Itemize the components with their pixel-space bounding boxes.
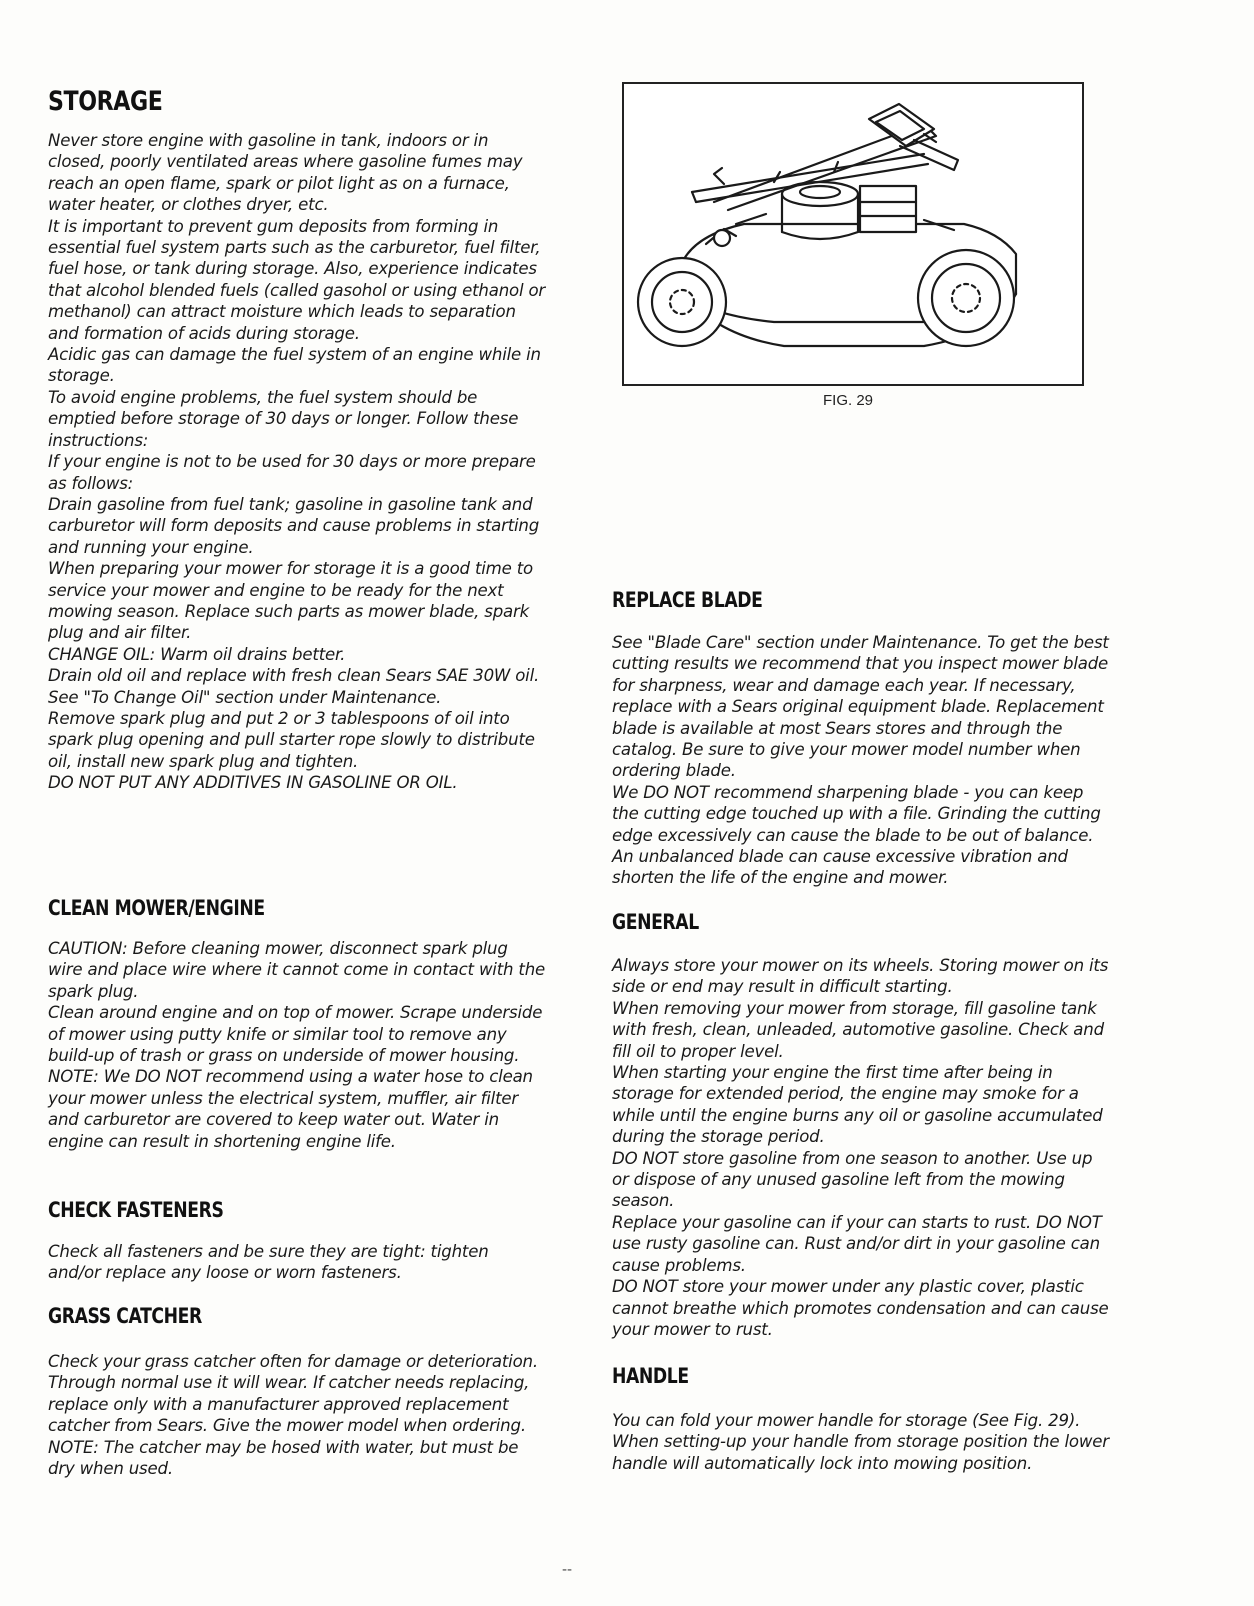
storage-heading: STORAGE [48, 86, 163, 117]
storage-p10: See "To Change Oil" section under Maintenance. [48, 687, 442, 707]
page-mark: -- [562, 1562, 573, 1578]
storage-p4: To avoid engine problems, the fuel system should be emptied before storage of 30 days or longer. Follow these instructions: [48, 387, 519, 450]
storage-p7: When preparing your mower for storage it is a good time to service your mower and engine to be ready for the next mowing season. Replace such parts as mower blade, spark plug and air filter. [48, 559, 533, 643]
mower-figure [622, 82, 1084, 386]
blade-p2: We DO NOT recommend sharpening blade - you can keep the cutting edge touched up with a file. Grinding the cutting edge excessively can cause the blade to be out of balance. An unbalanced blade can cause excessive vibration and shorten the life of the engine and mower. [612, 782, 1101, 888]
general-text [612, 955, 1110, 1340]
general-p4: DO NOT store gasoline from one season to another. Use up or dispose of any unused gasoline left from the mowing season. [612, 1148, 1093, 1211]
storage-p2: It is important to prevent gum deposits from forming in essential fuel system parts such as the carburetor, fuel filter, fuel hose, or tank during storage. Also, experience indicates that alcohol blended fuels (called gasohol or using ethanol or methanol) can attract moisture which leads to separation and formation of acids during storage. [48, 216, 546, 343]
general-heading: GENERAL [612, 910, 699, 934]
fasteners-p1: Check all fasteners and be sure they are tight: tighten and/or replace any loose or worn fasteners. [48, 1242, 489, 1283]
handle-p2: When setting-up your handle from storage position the lower handle will automatically lock into mowing position. [612, 1432, 1109, 1473]
clean-p3: NOTE: We DO NOT recommend using a water hose to clean your mower unless the electrical system, muffler, air filter and carburetor are covered to keep water out. Water in engine can result in shortening engine life. [48, 1067, 533, 1151]
figure-caption: FIG. 29 [823, 392, 874, 409]
general-p1: Always store your mower on its wheels. Storing mower on its side or end may result in difficult starting. [612, 956, 1109, 997]
storage-p6: Drain gasoline from fuel tank; gasoline in gasoline tank and carburetor will form deposits and cause problems in starting and running your engine. [48, 494, 540, 557]
blade-p1: See "Blade Care" section under Maintenance. To get the best cutting results we recommend that you inspect mower blade for sharpness, wear and damage each year. If necessary, replace with a Sears original equipment blade. Replacement blade is available at most Sears stores and through the catalog. Be sure to give your mower model number when ordering blade. [612, 633, 1109, 781]
blade-text [612, 632, 1110, 889]
storage-p1: Never store engine with gasoline in tank, indoors or in closed, poorly ventilated areas where gasoline fumes may reach an open flame, spark or pilot light as on a furnace, water heater, or clothes dryer, etc. [48, 131, 523, 215]
storage-p8: CHANGE OIL: Warm oil drains better. [48, 644, 346, 664]
folded-mower-illustration [624, 84, 1082, 384]
general-p6: DO NOT store your mower under any plastic cover, plastic cannot breathe which promotes condensation and can cause your mower to rust. [612, 1277, 1109, 1339]
clean-text [48, 938, 546, 1152]
storage-p3: Acidic gas can damage the fuel system of an engine while in storage. [48, 345, 541, 386]
blade-heading: REPLACE BLADE [612, 588, 763, 612]
catcher-text [48, 1351, 546, 1479]
clean-p2: Clean around engine and on top of mower. Scrape underside of mower using putty knife or similar tool to remove any build-up of trash or grass on underside of mower housing. [48, 1003, 543, 1066]
storage-p12: DO NOT PUT ANY ADDITIVES IN GASOLINE OR OIL. [48, 773, 458, 793]
storage-p9: Drain old oil and replace with fresh clean Sears SAE 30W oil. [48, 666, 540, 686]
storage-p11: Remove spark plug and put 2 or 3 tablespoons of oil into spark plug opening and pull starter rope slowly to distribute oil, install new spark plug and tighten. [48, 708, 535, 771]
handle-p1: You can fold your mower handle for storage (See Fig. 29). [612, 1411, 1081, 1430]
catcher-p2: NOTE: The catcher may be hosed with water, but must be dry when used. [48, 1437, 519, 1479]
general-p2: When removing your mower from storage, fill gasoline tank with fresh, clean, unleaded, automotive gasoline. Check and fill oil to proper level. [612, 998, 1104, 1061]
clean-p1: CAUTION: Before cleaning mower, disconnect spark plug wire and place wire where it cannot come in contact with the spark plug. [48, 939, 546, 1001]
fasteners-text [48, 1241, 546, 1284]
clean-heading: CLEAN MOWER/ENGINE [48, 896, 265, 920]
catcher-heading: GRASS CATCHER [48, 1304, 202, 1328]
fasteners-heading: CHECK FASTENERS [48, 1198, 224, 1222]
storage-p5: If your engine is not to be used for 30 days or more prepare as follows: [48, 452, 536, 493]
catcher-p1: Check your grass catcher often for damage or deterioration. Through normal use it will wear. If catcher needs replacing, replace only with a manufacturer approved replacement catcher from Sears. Give the mower model when ordering. [48, 1352, 538, 1436]
general-p5: Replace your gasoline can if your can starts to rust. DO NOT use rusty gasoline can. Rust and/or dirt in your gasoline can cause problems. [612, 1212, 1102, 1275]
handle-text [612, 1410, 1110, 1474]
general-p3: When starting your engine the first time after being in storage for extended period, the engine may smoke for a while until the engine burns any oil or gasoline accumulated during the storage period. [612, 1063, 1103, 1147]
storage-text [48, 130, 546, 794]
handle-heading: HANDLE [612, 1364, 689, 1388]
